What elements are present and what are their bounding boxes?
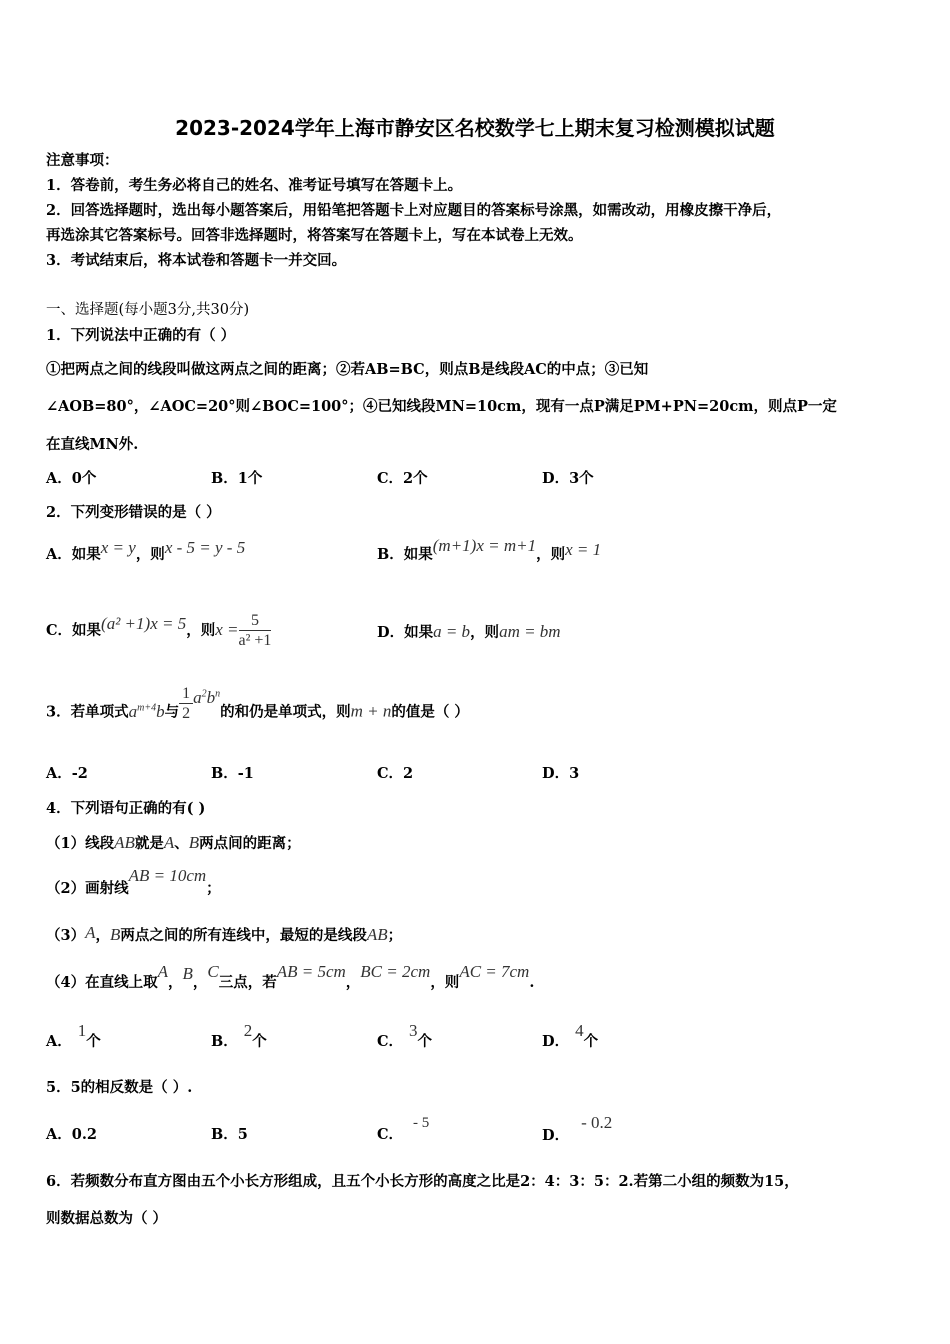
question-2-option-d[interactable] [377, 622, 561, 643]
math-expression: 4 [575, 1021, 584, 1040]
option-label: B．如果 [377, 546, 433, 563]
math-expression: AB = 5cm [276, 962, 346, 981]
math-expression: x = y [100, 538, 136, 557]
statement-text: （4）在直线上取 [46, 974, 158, 991]
statement-text: ； [206, 880, 221, 897]
math-expression: BC = 2cm [360, 962, 431, 981]
option-label: C． [377, 1126, 404, 1143]
page-title: 2023-2024学年上海市静安区名校数学七上期末复习检测模拟试题 [175, 116, 775, 140]
statement-text: ； [387, 927, 403, 944]
fraction-denominator: a² +1 [238, 631, 272, 649]
question-6-line: 6．若频数分布直方图由五个小长方形组成，且五个小长方形的高度之比是2：4：3：5：2.若第二小组的频数为15， [46, 1173, 799, 1190]
notice-item: 2．回答选择题时，选出每小题答案后，用铅笔把答题卡上对应题目的答案标号涂黑，如需改动，用橡皮擦干净后， [46, 202, 782, 219]
statement-text: ，则 [430, 974, 460, 991]
option-text: 个 [252, 1033, 267, 1050]
math-exponent: m+4 [137, 702, 157, 713]
option-label: B． [211, 1033, 238, 1050]
question-1-line: ∠AOB=80°，∠AOC=20°则∠BOC=100°；④已知线段MN=10cm，现有一点P满足PM+PN=20cm，则点P一定 [46, 398, 837, 415]
question-1-option-c[interactable]: C．2个 [377, 470, 428, 487]
option-text: ，则 [186, 622, 216, 639]
option-text: ，则 [536, 546, 566, 563]
question-1-line: ①把两点之间的线段叫做这两点之间的距离；②若AB=BC，则点B是线段AC的中点；③已知 [46, 361, 649, 378]
math-expression: B [182, 964, 193, 983]
question-text: 的和仍是单项式，则 [220, 703, 351, 721]
option-label: D．如果 [377, 624, 434, 641]
question-5-option-c[interactable] [377, 1115, 430, 1145]
question-3-stem [46, 678, 469, 743]
fraction-numerator: 5 [239, 612, 272, 631]
math-expression: C [207, 962, 219, 981]
question-3-option-d[interactable]: D．3 [542, 765, 580, 782]
question-3-option-b[interactable]: B．-1 [211, 765, 254, 782]
notice-item: 3．考试结束后，将本试卷和答题卡一并交回。 [46, 252, 347, 269]
math-expression: 1 [77, 1021, 87, 1040]
option-text: 个 [86, 1033, 101, 1050]
question-4-statement [46, 866, 221, 899]
question-5-option-d[interactable] [542, 1113, 613, 1146]
option-label: C．如果 [46, 622, 102, 639]
question-6-line: 则数据总数为（ ） [46, 1210, 168, 1227]
question-4-option-d[interactable] [542, 1021, 599, 1052]
question-2-stem: 2．下列变形错误的是（ ） [46, 504, 221, 521]
statement-text: ， [95, 927, 110, 944]
section-heading: 一、选择题(每小题3分,共30分) [46, 302, 250, 318]
question-4-statement [46, 925, 402, 946]
statement-text: （1）线段 [46, 835, 115, 852]
question-2-option-b[interactable] [377, 536, 602, 565]
fraction [179, 685, 193, 724]
math-expression: A [85, 923, 96, 942]
option-label: A．如果 [46, 546, 101, 563]
statement-text: 两点间的距离； [199, 835, 301, 852]
math-exponent: 2 [201, 688, 207, 699]
math-expression: AB = 10cm [128, 866, 207, 885]
question-4-statement [46, 962, 535, 993]
notice-item: 再选涂其它答案标号。回答非选择题时，将答案写在答题卡上，写在本试卷上无效。 [46, 227, 583, 244]
math-expression: A [157, 962, 168, 981]
math-expression: - 0.2 [581, 1113, 613, 1132]
question-5-option-a[interactable]: A．0.2 [46, 1126, 97, 1143]
math-var: b [206, 687, 216, 707]
math-expression: - 5 [413, 1115, 430, 1131]
statement-text: （3） [46, 927, 86, 944]
fraction-denominator: 2 [182, 705, 191, 723]
statement-text: ， [345, 974, 361, 991]
fraction [239, 612, 272, 651]
math-var: a [128, 701, 138, 721]
math-var: a [193, 687, 202, 707]
option-text: ，则 [470, 624, 500, 641]
math-expression: 2 [243, 1021, 253, 1040]
notice-item: 1．答卷前，考生务必将自己的姓名、准考证号填写在答题卡上。 [46, 177, 463, 194]
option-label: A． [46, 1033, 72, 1050]
option-text: 个 [583, 1033, 599, 1050]
question-text: 3．若单项式 [46, 703, 129, 721]
math-expression [129, 702, 165, 721]
question-1-stem: 1．下列说法中正确的有（ ） [46, 327, 236, 344]
notice-heading: 注意事项： [46, 152, 119, 169]
question-4-statement [46, 833, 301, 854]
question-4-option-a[interactable] [46, 1021, 101, 1052]
question-text: 与 [164, 703, 180, 721]
question-1-option-a[interactable]: A．0个 [46, 470, 97, 487]
statement-text: . [529, 974, 535, 991]
math-expression: AB [114, 833, 135, 852]
math-expression: x - 5 = y - 5 [164, 538, 246, 557]
math-expression [193, 688, 220, 707]
option-label: D． [542, 1033, 570, 1050]
question-text: 的值是（ ） [391, 703, 469, 721]
math-expression: 3 [409, 1021, 418, 1040]
question-3-option-c[interactable]: C．2 [377, 765, 414, 782]
question-3-option-a[interactable]: A．-2 [46, 765, 88, 782]
question-2-option-a[interactable] [46, 538, 246, 565]
option-label: C． [377, 1033, 404, 1050]
math-expression: am = bm [499, 622, 561, 641]
option-label: D． [542, 1127, 570, 1144]
fraction-numerator: 1 [179, 685, 193, 704]
statement-text: （2）画射线 [46, 880, 129, 897]
question-5-option-b[interactable]: B．5 [211, 1126, 248, 1143]
math-expression: a = b [433, 622, 471, 641]
math-expression: AC = 7cm [459, 962, 530, 981]
math-expression: A [163, 833, 175, 852]
math-expression: B [188, 833, 200, 852]
statement-text: 三点，若 [218, 974, 277, 991]
question-4-stem: 4．下列语句正确的有( ) [46, 800, 206, 817]
option-text: 个 [417, 1033, 433, 1050]
statement-text: 两点之间的所有连线中，最短的是线段 [120, 927, 367, 944]
math-exponent: n [215, 688, 221, 699]
question-4-option-c[interactable] [377, 1021, 433, 1052]
math-expression: (m+1)x = m+1 [432, 536, 537, 555]
question-5-stem: 5．5的相反数是（ ）. [46, 1079, 193, 1096]
question-1-option-b[interactable]: B．1个 [211, 470, 263, 487]
math-expression: x = 1 [565, 540, 602, 559]
question-2-option-c[interactable] [46, 602, 271, 659]
question-1-option-d[interactable]: D．3个 [542, 470, 594, 487]
question-1-line: 在直线MN外. [46, 436, 139, 453]
statement-text: 就是 [134, 835, 164, 852]
math-var: b [156, 701, 165, 721]
statement-text: ， [167, 974, 183, 991]
math-expression: (a² +1)x = 5 [101, 614, 187, 633]
math-expression: x = [215, 620, 239, 639]
statement-text: 、 [174, 835, 189, 852]
option-text: ，则 [135, 546, 165, 563]
statement-text: ， [192, 974, 208, 991]
math-expression: B [109, 925, 121, 944]
math-expression: m + n [350, 701, 392, 721]
math-expression: AB [366, 925, 388, 944]
question-4-option-b[interactable] [211, 1021, 267, 1052]
